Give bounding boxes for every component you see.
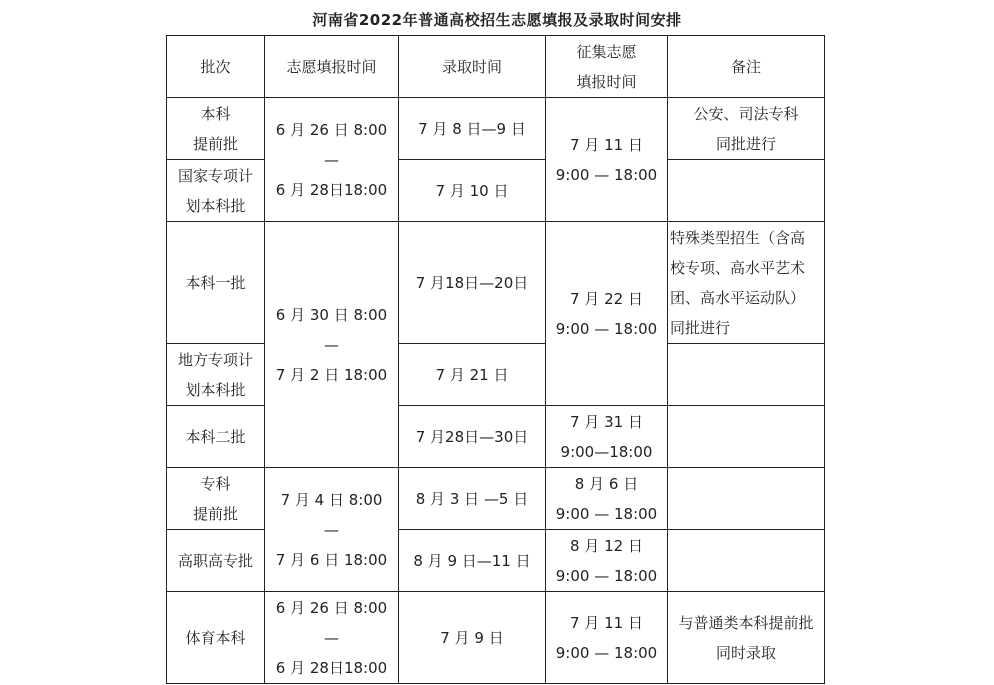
solicit-time-cell: 7 月 11 日 9:00 — 18:00 <box>546 592 668 684</box>
remark-cell <box>668 530 825 592</box>
fill-time-cell: 7 月 4 日 8:00 — 7 月 6 日 18:00 <box>265 468 399 592</box>
batch-cell: 体育本科 <box>167 592 265 684</box>
remark-cell <box>668 160 825 222</box>
batch-cell: 本科 提前批 <box>167 98 265 160</box>
batch-cell: 本科二批 <box>167 406 265 468</box>
remark-cell <box>668 406 825 468</box>
table-row <box>167 468 825 530</box>
admit-time-cell: 7 月 21 日 <box>399 344 546 406</box>
admit-time-cell: 8 月 3 日 —5 日 <box>399 468 546 530</box>
table-row <box>167 592 825 684</box>
remark-cell: 与普通类本科提前批 同时录取 <box>668 592 825 684</box>
header-admit-time: 录取时间 <box>399 36 546 98</box>
admit-time-cell: 7 月28日—30日 <box>399 406 546 468</box>
batch-cell: 国家专项计 划本科批 <box>167 160 265 222</box>
table-header-row <box>167 36 825 98</box>
fill-time-cell: 6 月 26 日 8:00 — 6 月 28日18:00 <box>265 592 399 684</box>
fill-time-cell: 6 月 30 日 8:00 — 7 月 2 日 18:00 <box>265 222 399 468</box>
remark-cell: 公安、司法专科 同批进行 <box>668 98 825 160</box>
admit-time-cell: 8 月 9 日—11 日 <box>399 530 546 592</box>
solicit-time-cell: 7 月 11 日 9:00 — 18:00 <box>546 98 668 222</box>
batch-cell: 地方专项计 划本科批 <box>167 344 265 406</box>
batch-cell: 本科一批 <box>167 222 265 344</box>
solicit-time-cell: 7 月 31 日 9:00—18:00 <box>546 406 668 468</box>
batch-cell: 专科 提前批 <box>167 468 265 530</box>
page-title: 河南省2022年普通高校招生志愿填报及录取时间安排 <box>312 11 682 29</box>
remark-cell: 特殊类型招生（含高 校专项、高水平艺术 团、高水平运动队） 同批进行 <box>668 222 825 344</box>
admit-time-cell: 7 月 9 日 <box>399 592 546 684</box>
header-solicit-time: 征集志愿 填报时间 <box>546 36 668 98</box>
admit-time-cell: 7 月18日—20日 <box>399 222 546 344</box>
fill-time-cell: 6 月 26 日 8:00 — 6 月 28日18:00 <box>265 98 399 222</box>
admit-time-cell: 7 月 8 日—9 日 <box>399 98 546 160</box>
header-fill-time: 志愿填报时间 <box>265 36 399 98</box>
admit-time-cell: 7 月 10 日 <box>399 160 546 222</box>
solicit-time-cell: 7 月 22 日 9:00 — 18:00 <box>546 222 668 406</box>
batch-cell: 高职高专批 <box>167 530 265 592</box>
solicit-time-cell: 8 月 6 日 9:00 — 18:00 <box>546 468 668 530</box>
solicit-time-cell: 8 月 12 日 9:00 — 18:00 <box>546 530 668 592</box>
remark-cell <box>668 344 825 406</box>
header-remark: 备注 <box>668 36 825 98</box>
remark-cell <box>668 468 825 530</box>
table-row <box>167 222 825 344</box>
table-row <box>167 98 825 160</box>
header-batch: 批次 <box>167 36 265 98</box>
schedule-table <box>166 35 825 684</box>
